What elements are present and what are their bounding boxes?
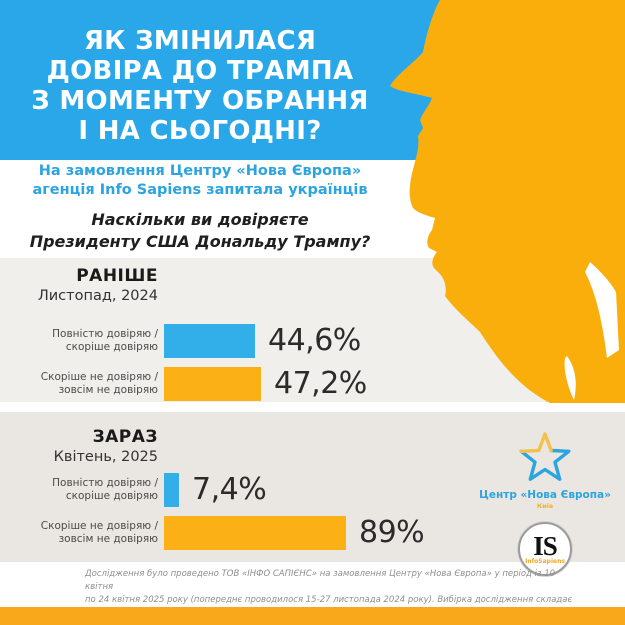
footnote-line: Дослідження було проведено ТОВ «ІНФО САПІЄНС» на замовлення Центру «Нова Європа» у період із 10 квітня <box>85 569 556 592</box>
page-title-line: З МОМЕНТУ ОБРАННЯ <box>31 86 369 116</box>
page-title-line: І НА СЬОГОДНІ? <box>78 116 322 146</box>
bar-value-label: 89% <box>359 515 425 550</box>
bar-value-label: 44,6% <box>268 323 361 358</box>
bar-label: Повністю довіряю / скоріше довіряю <box>52 327 158 353</box>
bar-label: Повністю довіряю / скоріше довіряю <box>52 476 158 502</box>
distrust-bar <box>164 516 346 550</box>
distrust-bar <box>164 367 261 401</box>
commission-note <box>0 162 400 200</box>
star-logo-icon <box>517 432 573 482</box>
survey-question <box>0 209 400 253</box>
logos-block <box>465 432 625 576</box>
chart-row <box>0 366 625 401</box>
trust-bar <box>164 324 255 358</box>
nova-europa-logo-name: Центр «Нова Європа» <box>479 489 611 501</box>
section-before-header <box>0 266 158 304</box>
page-title <box>0 26 400 146</box>
survey-question-line: Президенту США Дональду Трампу? <box>29 232 371 251</box>
is-logo-initials: IS <box>533 531 557 561</box>
page-title-line: ДОВІРА ДО ТРАМПА <box>46 56 354 86</box>
footnote-line: по 24 квітня 2025 року (попереднє проводилося 15-27 листопада 2024 року). Вибірка дослідження складає <box>85 595 573 605</box>
section-title: РАНІШЕ <box>76 266 158 286</box>
bar-label: Скоріше не довіряю / зовсім не довіряю <box>40 370 158 396</box>
section-subtitle: Квітень, 2025 <box>53 449 158 465</box>
chart-row <box>0 323 625 358</box>
page-title-line: ЯК ЗМІНИЛАСЯ <box>83 26 317 56</box>
header-banner <box>0 0 625 160</box>
bar-label: Скоріше не довіряю / зовсім не довіряю <box>40 519 158 545</box>
commission-note-line: На замовлення Центру «Нова Європа» <box>38 163 362 179</box>
section-now-header <box>0 427 158 465</box>
bar-chart-before <box>0 323 625 409</box>
section-subtitle: Листопад, 2024 <box>37 288 158 304</box>
bar-value-label: 7,4% <box>192 472 267 507</box>
trust-bar <box>164 473 179 507</box>
survey-question-line: Наскільки ви довіряєте <box>91 210 309 229</box>
is-logo-label: InfoSapiens <box>525 558 565 565</box>
section-before <box>0 258 625 402</box>
bottom-accent-bar <box>0 607 625 625</box>
bar-value-label: 47,2% <box>274 366 367 401</box>
section-title: ЗАРАЗ <box>92 427 158 447</box>
nova-europa-logo-city: Київ <box>536 502 554 510</box>
commission-note-line: агенція Info Sapiens запитала українців <box>32 182 368 198</box>
